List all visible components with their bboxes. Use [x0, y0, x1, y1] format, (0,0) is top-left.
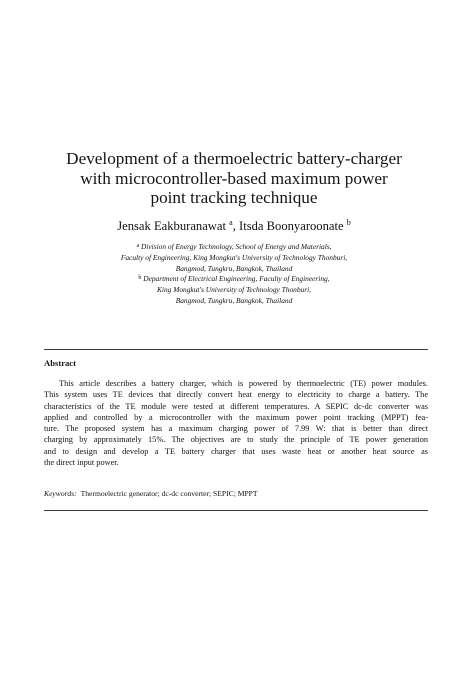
affiliation-line	[30, 274, 438, 285]
abstract-line: and to design and develop a TE battery charger that uses waste heat or another heat source as	[44, 446, 428, 456]
affiliation-text: Department of Electrical Engineering, Faculty of Engineering,	[143, 274, 330, 284]
affiliation-line: Faculty of Engineering, King Mongkut's University of Technology Thonburi,	[120, 252, 348, 262]
affiliation-line: Bangmod, Tungkru, Bangkok, Thailand	[175, 263, 293, 273]
keywords-label: Keywords:	[44, 489, 77, 498]
author-name: Jensak Eakburanawat	[117, 219, 226, 233]
abstract-line: characteristics of the TE module were tested at different temperatures. A SEPIC dc-dc converter was	[44, 401, 428, 411]
abstract-line: This article describes a battery charger, which is powered by thermoelectric (TE) power modules.	[59, 379, 428, 388]
affiliation-block	[30, 242, 438, 307]
affiliation-mark: a	[136, 243, 140, 249]
author-name: Itsda Boonyaroonate	[239, 219, 344, 233]
keywords-line	[44, 489, 428, 499]
abstract-line: charging by approximately 15%. The objectives are to study the principle of TE power generation	[44, 435, 428, 445]
paper-title-line: Development of a thermoelectric battery-charger	[66, 149, 402, 168]
affiliation-mark: b	[138, 275, 142, 282]
paper-title-line: point tracking technique	[150, 188, 318, 207]
affiliation-line: Bangmod, Tungkru, Bangkok, Thailand	[175, 295, 293, 305]
affiliation-line: King Mongkut's University of Technology Thonburi,	[156, 285, 312, 295]
abstract-body	[44, 378, 428, 468]
abstract-line: the direct input power.	[44, 458, 119, 468]
affiliation-mark: a	[229, 218, 233, 227]
author-separator: ,	[232, 219, 240, 233]
paper-title	[30, 149, 438, 208]
abstract-line: ture. The proposed system has a maximum charging power of 7.99 W: that is better than direct	[44, 424, 428, 434]
affiliation-line	[30, 242, 438, 253]
abstract-bottom-rule	[44, 510, 428, 511]
abstract-line: This system uses TE devices that directly convert heat energy to electricity to charge a battery. The	[44, 390, 428, 400]
keywords-list: Thermoelectric generator; dc-dc converter; SEPIC; MPPT	[80, 489, 258, 498]
affiliation-mark: b	[346, 218, 351, 227]
author-list	[30, 218, 438, 234]
abstract-heading: Abstract	[44, 358, 76, 368]
abstract-top-rule	[44, 349, 428, 350]
affiliation-text: Division of Energy Technology, School of Energy and Materials,	[141, 242, 332, 251]
paper-title-line: with microcontroller-based maximum power	[80, 168, 388, 188]
abstract-line: applied and controlled by a microcontroller with the maximum power point tracking (MPPT) fea-	[44, 412, 428, 422]
